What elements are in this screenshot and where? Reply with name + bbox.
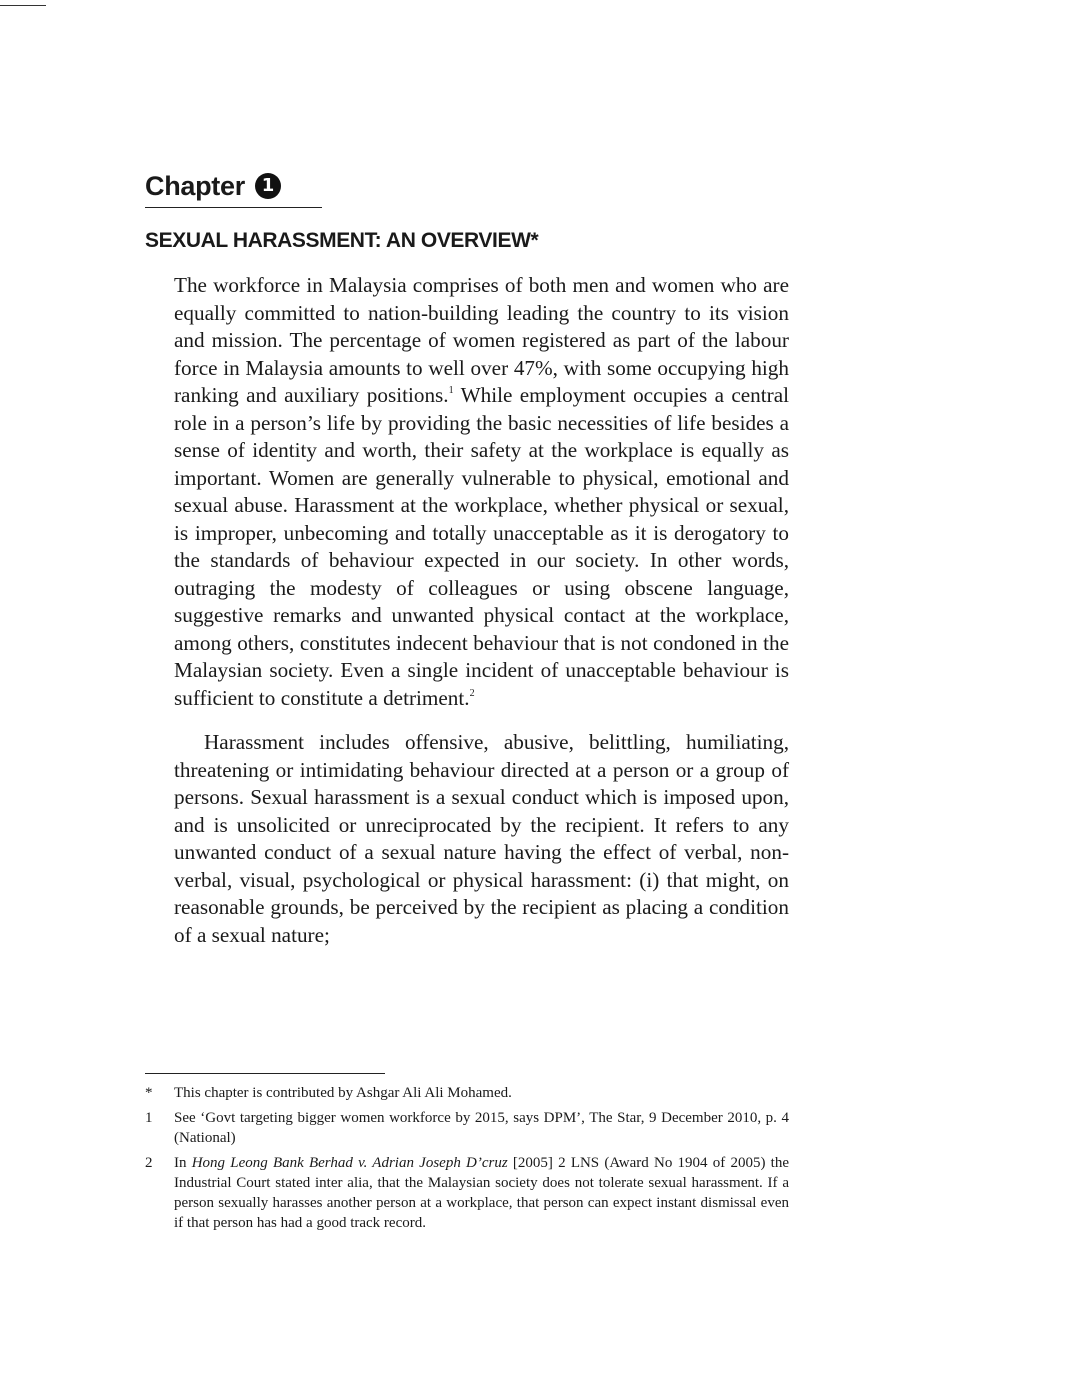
chapter-title: SEXUAL HARASSMENT: AN OVERVIEW* [145,229,539,252]
paragraph-1 [174,272,789,712]
footnote-rule [145,1073,385,1074]
footnote-mark: 2 [145,1155,153,1171]
paragraph-1-part-1: The workforce in Malaysia comprises of both men and women who are equally committed to nation-building leading the country to its vision and mission. The percentage of women registered as part of the labour force in Malaysia amounts to well over 47%, with some occupying high ranking and auxiliary positions. [174,273,789,407]
footnote-star [145,1083,789,1103]
footnote-mark: 1 [145,1110,153,1126]
footnotes [145,1083,789,1238]
paragraph-1-part-2: While employment occupies a central role in a person’s life by providing the basic necessities of life besides a sense of identity and worth, their safety at the workplace is equally as important. Women are generally vulnerable to physical, emotional and sexual abuse. Harassment at the workplace, whether physical or sexual, is improper, unbecoming and totally unacceptable as it is derogatory to the standards of behaviour expected in our society. In other words, outraging the modesty of colleagues or using obscene language, suggestive remarks and unwanted physical contact at the workplace, among others, constitutes indecent behaviour that is not condoned in the Malaysian society. Even a single incident of unacceptable behaviour is sufficient to constitute a detriment. [174,383,789,710]
footnote-mark: * [145,1085,153,1101]
footnote-ref-2: 2 [469,687,475,699]
main-text [174,272,789,949]
chapter-heading [145,166,322,208]
footnote-2 [145,1153,789,1233]
chapter-label [145,166,322,206]
chapter-label-text: Chapter [145,171,245,201]
chapter-underline [145,207,322,208]
case-name: Hong Leong Bank Berhad v. Adrian Joseph D’cruz [191,1155,508,1171]
footnote-text: This chapter is contributed by Ashgar Ali Ali Mohamed. [174,1085,512,1101]
crop-mark [0,5,46,6]
footnote-2-rest: [2005] 2 LNS (Award No 1904 of 2005) the Industrial Court stated inter alia, that the Malaysian society does not tolerate sexual harassment. If a person sexually harasses another person at a workplace, that person can expect instant dismissal even if that person has had a good track record. [174,1155,789,1231]
footnote-2-prefix: In [174,1155,192,1171]
chapter-number-badge: 1 [255,173,281,199]
footnote-ref-1: 1 [448,385,454,396]
footnote-1 [145,1108,789,1148]
footnote-text [174,1153,789,1233]
paragraph-2: Harassment includes offensive, abusive, belittling, humiliating, threatening or intimidating behaviour directed at a person or a group of persons. Sexual harassment is a sexual conduct which is imposed upon, and is unsolicited or unreciprocated by the recipient. It refers to any unwanted conduct of a sexual nature having the effect of verbal, non-verbal, visual, psychological or physical harassment: (i) that might, on reasonable grounds, be perceived by the recipient as placing a condition of a sexual nature; [174,730,789,947]
footnote-text: See ‘Govt targeting bigger women workforce by 2015, says DPM’, The Star, 9 December 2010, p. 4 (National) [174,1110,789,1146]
